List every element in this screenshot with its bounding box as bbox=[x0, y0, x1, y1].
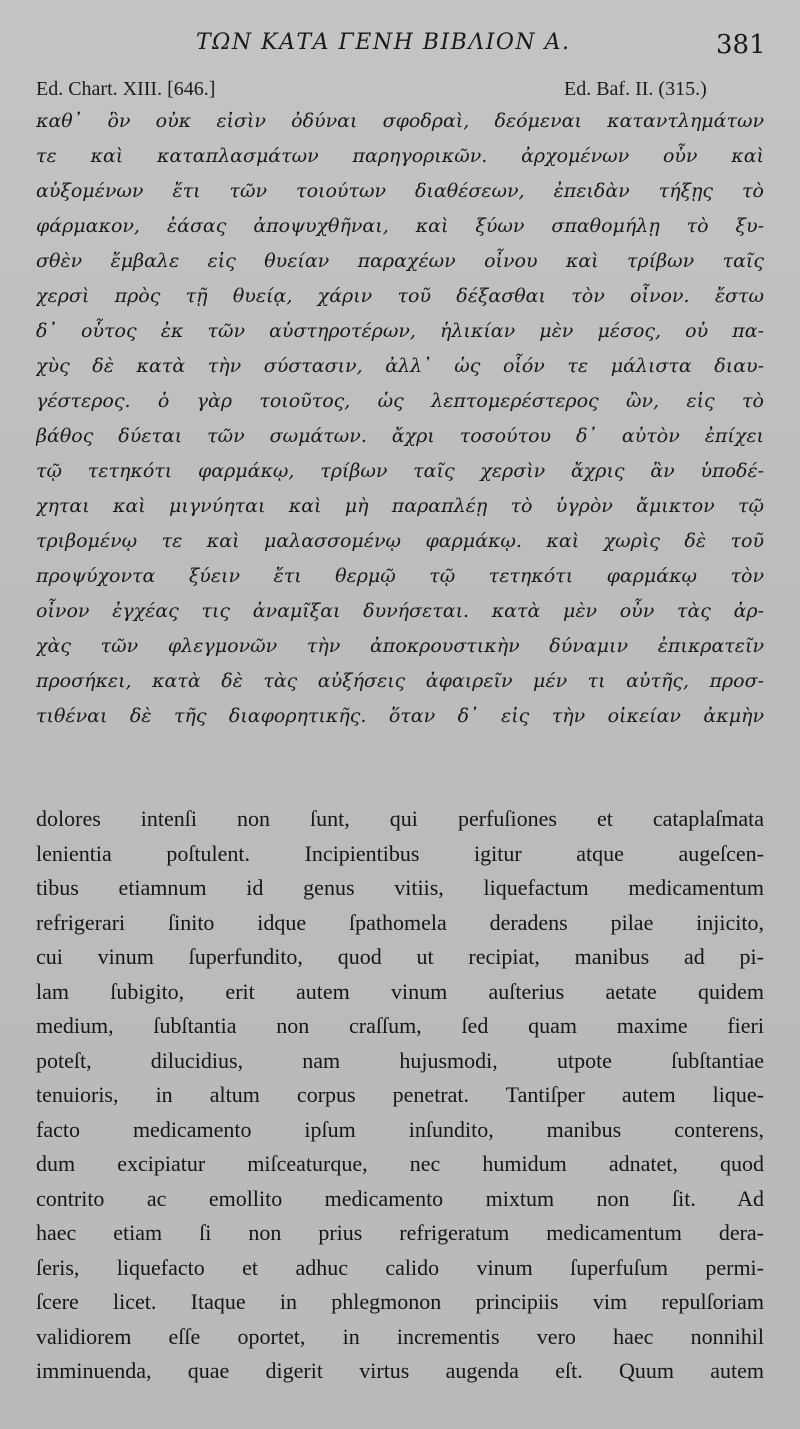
greek-line: καθ᾽ ὃν οὐκ εἰσὶν ὀδύναι σφοδραὶ, δεόμεναι καταντλημάτων bbox=[36, 110, 764, 132]
edition-reference-line bbox=[0, 78, 800, 102]
latin-line: haec etiam ſi non prius refrigeratum medicamentum dera- bbox=[36, 1220, 764, 1245]
latin-line: validiorem eſſe oportet, in incrementis vero haec nonnihil bbox=[36, 1323, 764, 1349]
latin-line: cui vinum ſuperfundito, quod ut recipiat, manibus ad pi- bbox=[36, 944, 764, 969]
latin-line: medium, ſubſtantia non craſſum, ſed quam maxime fieri bbox=[36, 1013, 764, 1038]
greek-line: τῷ τετηκότι φαρμάκῳ, τρίβων ταῖς χερσὶν ἄχρις ἂν ὑποδέ- bbox=[36, 460, 764, 482]
latin-line: dolores intenſi non ſunt, qui perfuſiones et cataplaſmata bbox=[36, 806, 764, 831]
latin-line: ſcere licet. Itaque in phlegmonon principiis vim repulſoriam bbox=[36, 1289, 764, 1314]
latin-text-block bbox=[36, 802, 764, 1389]
page-number: 381 bbox=[716, 30, 766, 60]
greek-line: φάρμακον, ἐάσας ἀποψυχθῆναι, καὶ ξύων σπαθομήλῃ τὸ ξυ- bbox=[36, 215, 764, 237]
latin-line: imminuenda, quae digerit virtus augenda eſt. Quum autem bbox=[36, 1358, 764, 1383]
greek-line: γέστερος. ὁ γὰρ τοιοῦτος, ὡς λεπτομερέστερος ὢν, εἰς τὸ bbox=[36, 390, 764, 412]
latin-line: lenientia poſtulent. Incipientibus igitur atque augeſcen- bbox=[36, 840, 764, 866]
greek-line: χερσὶ πρὸς τῇ θυείᾳ, χάριν τοῦ δέξασθαι τὸν οἶνον. ἔστω bbox=[36, 285, 764, 307]
running-head bbox=[0, 30, 800, 60]
greek-line: τριβομένῳ τε καὶ μαλασσομένῳ φαρμάκῳ. καὶ χωρὶς δὲ τοῦ bbox=[36, 530, 764, 552]
greek-line: προσήκει, κατὰ δὲ τὰς αὐξήσεις ἀφαιρεῖν μέν τι αὐτῆς, προσ- bbox=[36, 670, 764, 692]
greek-line: οἶνον ἐγχέας τις ἀναμῖξαι δυνήσεται. κατὰ μὲν οὖν τὰς ἀρ- bbox=[36, 600, 764, 622]
running-title: ΤΩΝ ΚΑΤΑ ΓΕΝΗ ΒΙΒΛΙΟΝ Α. bbox=[196, 30, 571, 55]
latin-line: refrigerari ſinito idque ſpathomela deradens pilae injicito, bbox=[36, 909, 764, 935]
greek-line: βάθος δύεται τῶν σωμάτων. ἄχρι τοσούτου δ᾽ αὐτὸν ἐπίχει bbox=[36, 425, 764, 447]
greek-line: τε καὶ καταπλασμάτων παρηγορικῶν. ἀρχομένων οὖν καὶ bbox=[36, 145, 764, 167]
latin-line: poteſt, dilucidius, nam hujusmodi, utpote ſubſtantiae bbox=[36, 1047, 764, 1073]
latin-line: tibus etiamnum id genus vitiis, liquefactum medicamentum bbox=[36, 875, 764, 900]
edition-reference-left: Ed. Chart. XIII. [646.] bbox=[36, 78, 216, 100]
greek-line: σθὲν ἔμβαλε εἰς θυείαν παραχέων οἶνου καὶ τρίβων ταῖς bbox=[36, 250, 764, 272]
edition-reference-right: Ed. Baf. II. (315.) bbox=[564, 78, 707, 100]
greek-text-block bbox=[36, 104, 764, 734]
greek-line: χὺς δὲ κατὰ τὴν σύστασιν, ἀλλ᾽ ὡς οἷόν τε μάλιστα διαυ- bbox=[36, 355, 764, 377]
latin-line: tenuioris, in altum corpus penetrat. Tantiſper autem lique- bbox=[36, 1082, 764, 1107]
latin-line: contrito ac emollito medicamento mixtum non ſit. Ad bbox=[36, 1185, 764, 1211]
greek-line: χὰς τῶν φλεγμονῶν τὴν ἀποκρουστικὴν δύναμιν ἐπικρατεῖν bbox=[36, 635, 764, 657]
latin-line: facto medicamento ipſum inſundito, manibus conterens, bbox=[36, 1116, 764, 1142]
greek-line: τιθέναι δὲ τῆς διαφορητικῆς. ὅταν δ᾽ εἰς τὴν οἰκείαν ἀκμὴν bbox=[36, 705, 764, 727]
latin-line: dum excipiatur miſceaturque, nec humidum adnatet, quod bbox=[36, 1151, 764, 1176]
greek-line: προψύχοντα ξύειν ἔτι θερμῷ τῷ τετηκότι φαρμάκῳ τὸν bbox=[36, 565, 764, 587]
greek-line: χηται καὶ μιγνύηται καὶ μὴ παραπλέῃ τὸ ὑγρὸν ἄμικτον τῷ bbox=[36, 495, 764, 517]
latin-line: ſeris, liquefacto et adhuc calido vinum ſuperfuſum permi- bbox=[36, 1254, 764, 1280]
greek-line: δ᾽ οὗτος ἐκ τῶν αὐστηροτέρων, ἡλικίαν μὲν μέσος, οὐ πα- bbox=[36, 320, 764, 342]
latin-line: lam ſubigito, erit autem vinum auſterius aetate quidem bbox=[36, 978, 764, 1004]
greek-line: αὐξομένων ἔτι τῶν τοιούτων διαθέσεων, ἐπειδὰν τήξῃς τὸ bbox=[36, 180, 764, 202]
